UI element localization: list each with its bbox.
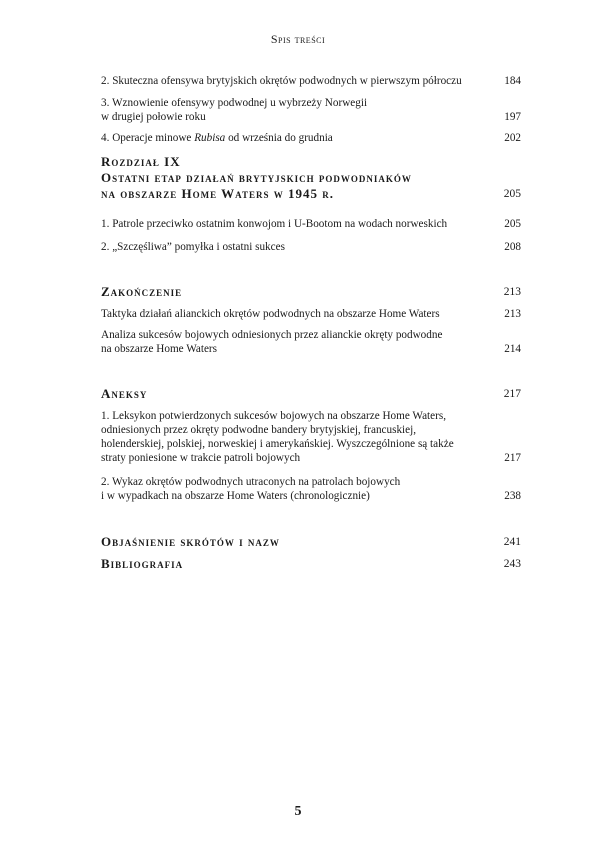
entry-title-line: 2. Wykaz okrętów podwodnych utraconych na patrolach bojowych (101, 476, 401, 488)
entry-title-italic: Rubisa (194, 132, 226, 144)
entry-page: 241 (503, 536, 521, 548)
entry-title-line: 1. Leksykon potwierdzonych sukcesów bojowych na obszarze Home Waters, (101, 410, 446, 422)
chapter-label: Rozdział IX (101, 154, 181, 169)
entry-title-prefix: 4. Operacje minowe (101, 132, 195, 144)
entry-page: 202 (504, 132, 521, 144)
chapter-title: Objaśnienie skrótów i nazw (101, 534, 280, 549)
entry-page: 197 (504, 111, 521, 123)
entry-title-line: odniesionych przez okręty podwodne bandery brytyjskiej, francuskiej, (101, 424, 417, 436)
toc-conclusion[interactable] (101, 284, 521, 300)
entry-page: 213 (503, 286, 521, 298)
chapter-title-line: Ostatni etap działań brytyjskich podwodniaków (101, 170, 412, 185)
page-number: 5 (294, 804, 302, 819)
toc-entry-section-8-3[interactable] (101, 96, 521, 124)
entry-title-line: na obszarze Home Waters (101, 343, 217, 355)
entry-page: 205 (503, 188, 521, 200)
toc-abbreviations[interactable] (101, 534, 521, 550)
entry-title: 1. Patrole przeciwko ostatnim konwojom i U-Bootom na wodach norweskich (101, 218, 448, 230)
entry-page: 214 (504, 343, 521, 355)
entry-title-line: holenderskiej, polskiej, norweskiej i amerykańskiej. Wyszczególnione są także (101, 438, 454, 450)
entry-page: 243 (503, 558, 521, 570)
entry-title-line: w drugiej połowie roku (101, 111, 206, 123)
toc-chapter-ix[interactable] (101, 154, 521, 202)
chapter-title: Bibliografia (101, 556, 184, 571)
chapter-title-line: na obszarze Home Waters w 1945 r. (101, 186, 334, 201)
entry-page: 205 (504, 218, 521, 230)
toc-entry-section-9-2[interactable] (101, 240, 521, 254)
entry-title (101, 409, 486, 465)
toc-bibliography[interactable] (101, 556, 521, 572)
entry-page: 217 (504, 452, 521, 464)
chapter-title (101, 154, 491, 202)
toc-entry-analysis[interactable] (101, 328, 521, 356)
toc-annexes[interactable] (101, 386, 521, 402)
entry-title: 2. Skuteczna ofensywa brytyjskich okrętów podwodnych w pierwszym półroczu (101, 75, 462, 87)
entry-page: 208 (504, 241, 521, 253)
toc-entry-section-8-2[interactable] (101, 74, 521, 88)
entry-title: 2. „Szczęśliwa” pomyłka i ostatni sukces (101, 241, 285, 253)
entry-title-line: i w wypadkach na obszarze Home Waters (chronologicznie) (101, 490, 370, 502)
entry-title (101, 328, 486, 356)
entry-title-line: Analiza sukcesów bojowych odniesionych przez alianckie okręty podwodne (101, 329, 443, 341)
toc-entry-section-8-4[interactable] (101, 131, 521, 145)
chapter-title: Aneksy (101, 386, 148, 401)
chapter-title: Zakończenie (101, 284, 183, 299)
entry-title (101, 96, 486, 124)
running-header: Spis treści (270, 32, 326, 46)
toc-entry-annex-2[interactable] (101, 475, 521, 503)
entry-page: 238 (504, 490, 521, 502)
entry-title-suffix: od września do grudnia (225, 132, 333, 144)
entry-page: 184 (504, 75, 521, 87)
entry-title: Taktyka działań alianckich okrętów podwodnych na obszarze Home Waters (101, 308, 440, 320)
entry-title-line: straty poniesione w trakcie patroli bojowych (101, 452, 301, 464)
toc-entry-section-9-1[interactable] (101, 217, 521, 231)
entry-title (101, 475, 486, 503)
toc-entry-tactics[interactable] (101, 307, 521, 321)
entry-title (101, 131, 486, 145)
entry-page: 217 (503, 388, 521, 400)
toc-entry-annex-1[interactable] (101, 409, 521, 465)
entry-page: 213 (504, 308, 521, 320)
entry-title-line: 3. Wznowienie ofensywy podwodnej u wybrzeży Norwegii (101, 97, 368, 109)
